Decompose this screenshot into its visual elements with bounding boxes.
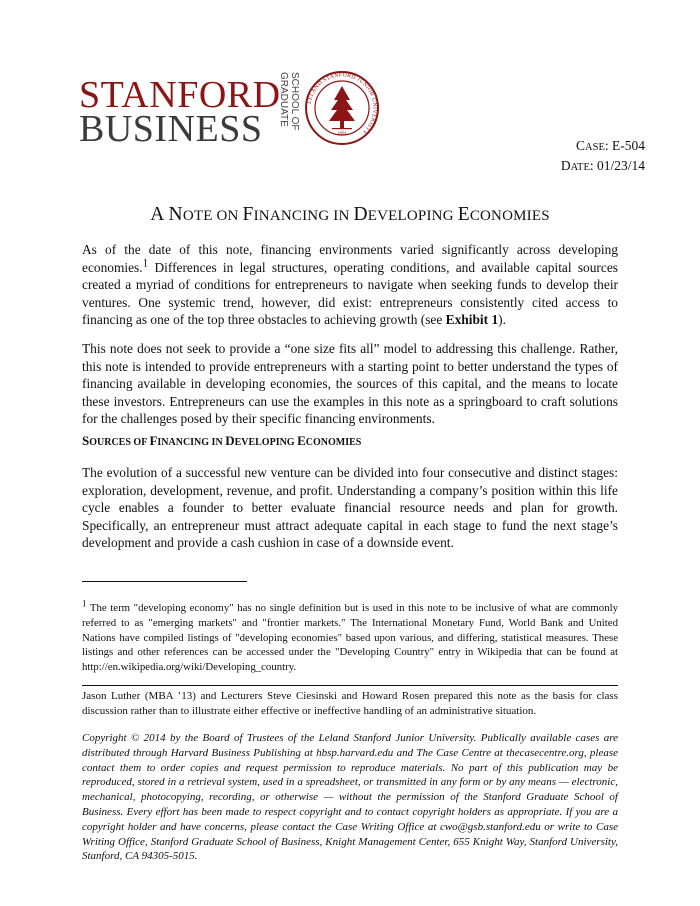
copyright-notice: Copyright © 2014 by the Board of Trustees of the Leland Stanford Junior University. Publically available cases are distributed through Harvard Business Publishing at hbsp.harvard.edu and The Case Centre at thecasecentre.org, please contact them to order copies and request permission to reproduce materials. No part of this publication may be reproduced, stored in a retrieval system, used in a spreadsheet, or transmitted in any form or by any means — electronic, mechanical, photocopying, recording, or otherwise — without the permission of the Stanford Graduate School of Business. Every effort has been made to respect copyright and to contact copyright holders as appropriate. If you are a copyright holder and have concerns, please contact the Case Writing Office at cwo@gsb.stanford.edu or write to Case Writing Office, Stanford Graduate School of Business, Knight Management Center, 655 Knight Way, Stanford University, Stanford, CA 94305-5015. <box>82 732 618 863</box>
logo-business-word: BUSINESS <box>79 108 263 150</box>
logo-stanford-word: STANFORD <box>79 74 281 116</box>
svg-text:LELAND STANFORD JUNIOR UNIVERS: LELAND STANFORD JUNIOR UNIVERSITY <box>306 72 378 136</box>
paragraph-intro: As of the date of this note, financing environments varied significantly across developing economies.$^1$ Differences in legal structures, operating conditions, and available capital sources created a myriad of conditions for entrepreneurs to navigate when seeking funds to develop their ventures. One systemic trend, however, did exist: entrepreneurs consistently cited access to financing as one of the top three obstacles to achieving growth (see Exhibit 1). <box>82 242 618 328</box>
section-heading: SOURCES OF FINANCING IN DEVELOPING ECONOMIES <box>82 433 362 448</box>
footnote-divider <box>82 581 247 582</box>
case-date: DATE: 01/23/14 <box>560 158 645 173</box>
svg-text:1891: 1891 <box>337 132 347 137</box>
authors-divider <box>82 685 618 686</box>
stanford-seal-icon <box>304 70 380 146</box>
footnote-ref: 1 <box>142 257 149 270</box>
footnote: $^1$ The term "developing economy" has no single definition but is used in this note to be inclusive of what are commonly referred to as "emerging markets" and "frontier markets." The International Monetary Fund, World Bank and United Nations have compiled listings of "developing economies" based upon various, and differing, statistical measures. These listings and other references can be accessed under the "Developing Country" entry in Wikipedia that can be found at http://en.wikipedia.org/wiki/Developing_country. <box>82 598 618 674</box>
case-info <box>561 137 645 177</box>
logo-vertical-schoolof: SCHOOL OF <box>289 72 300 131</box>
paragraph-stages: The evolution of a successful new venture can be divided into four consecutive and distinct stages: exploration, development, revenue, and profit. Understanding a company’s position within this life cycle enables a founder to better evaluate financial resource needs and plan for growth. Specifically, an entrepreneur must attract adequate capital in each stage to fund the next stage’s development and provide a cash cushion in case of a downside event. <box>82 465 618 551</box>
logo-vertical-graduate: GRADUATE <box>278 72 289 127</box>
document-title: A NOTE ON FINANCING IN DEVELOPING ECONOMIES <box>150 204 550 225</box>
exhibit-reference: Exhibit 1 <box>445 312 499 328</box>
case-number: CASE: E-504 <box>576 138 645 153</box>
paragraph-purpose: This note does not seek to provide a “one size fits all” model to addressing this challenge. Rather, this note is intended to provide entrepreneurs with a starting point to better understand the types of financing available in developing economies, the sources of this capital, and the means to locate these investors. Entrepreneurs can use the examples in this note as a springboard to craft solutions for the challenges posed by their specific financing environments. <box>82 341 618 427</box>
authors-note: Jason Luther (MBA ’13) and Lecturers Steve Ciesinski and Howard Rosen prepared this note as the basis for class discussion rather than to illustrate either effective or ineffective handling of an administrative situation. <box>82 690 618 717</box>
